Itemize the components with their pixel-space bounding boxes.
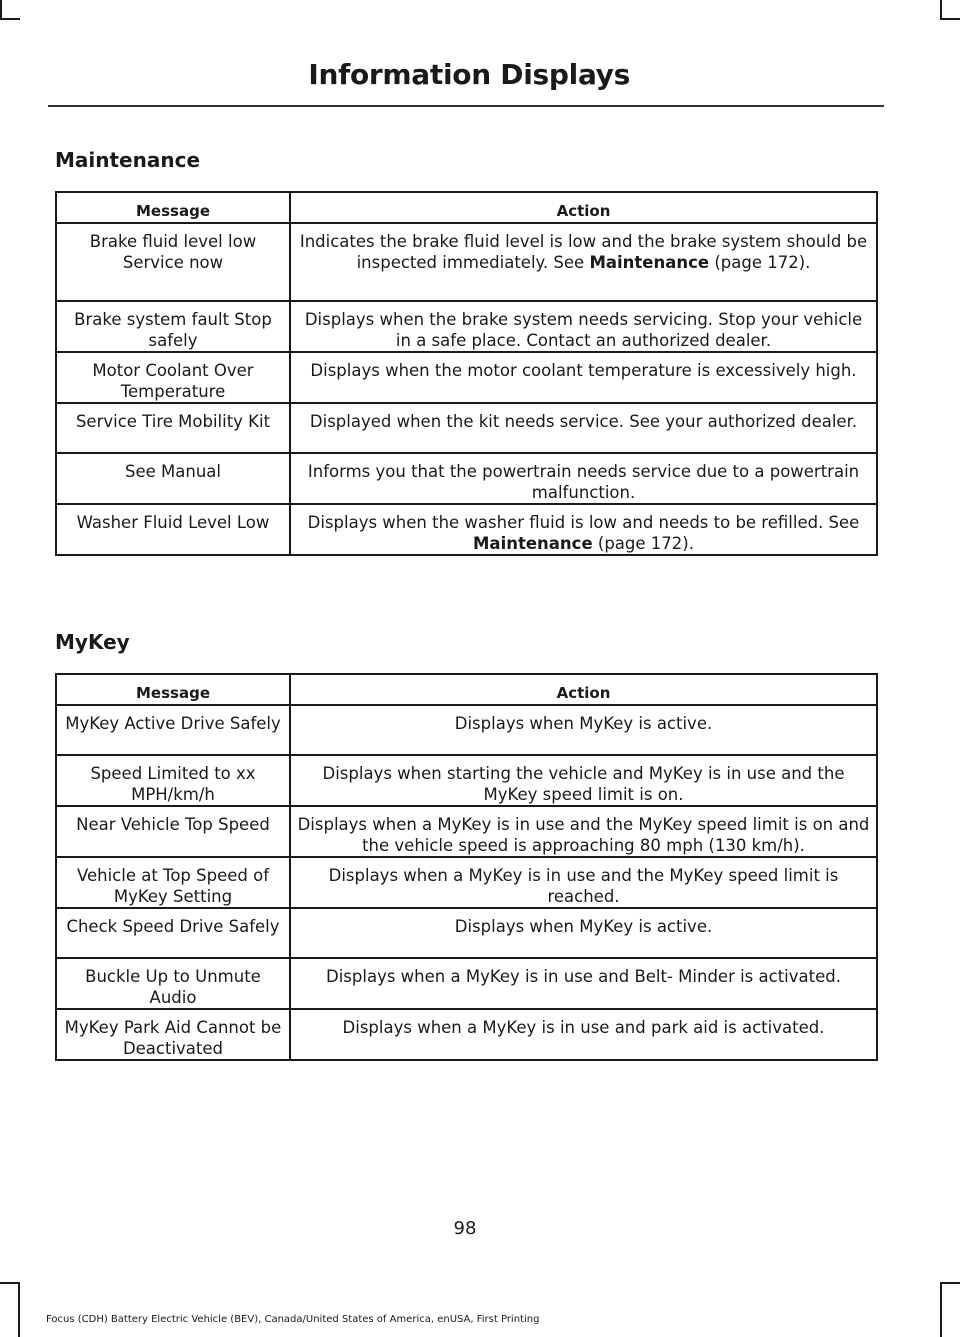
table-row — [56, 755, 877, 806]
action-text: Displays when the washer fluid is low and needs to be refilled. See — [307, 513, 860, 532]
action-text: Informs you that the powertrain needs service due to a powertrain malfunction. — [307, 462, 860, 502]
message-cell: MyKey Active Drive Safely — [56, 705, 290, 755]
crop-mark — [0, 18, 20, 20]
message-cell: MyKey Park Aid Cannot be Deactivated — [56, 1009, 290, 1060]
column-header-action: Action — [290, 192, 877, 223]
crop-mark — [940, 0, 942, 18]
message-cell: Check Speed Drive Safely — [56, 908, 290, 958]
message-cell: Brake system fault Stop safely — [56, 301, 290, 352]
message-cell: Buckle Up to Unmute Audio — [56, 958, 290, 1009]
action-text: Displays when a MyKey is in use and the MyKey speed limit is reached. — [328, 866, 839, 906]
table-row — [56, 908, 877, 958]
table-row — [56, 504, 877, 555]
page-reference: (page 172). — [592, 534, 694, 553]
table-row — [56, 857, 877, 908]
action-cell — [290, 705, 877, 755]
action-cell — [290, 908, 877, 958]
column-header-action: Action — [290, 674, 877, 705]
action-cell — [290, 1009, 877, 1060]
action-cell — [290, 223, 877, 301]
table-row — [56, 352, 877, 403]
action-cell — [290, 352, 877, 403]
header-rule — [48, 105, 884, 107]
column-header-message: Message — [56, 192, 290, 223]
action-cell — [290, 806, 877, 857]
action-cell — [290, 504, 877, 555]
action-cell — [290, 301, 877, 352]
table-row — [56, 806, 877, 857]
message-cell: Brake fluid level low Service now — [56, 223, 290, 301]
crop-mark — [940, 18, 960, 20]
table-row — [56, 1009, 877, 1060]
maintenance-table — [55, 191, 878, 556]
message-cell: Speed Limited to xx MPH/km/h — [56, 755, 290, 806]
action-text: Displays when the motor coolant temperature is excessively high. — [310, 361, 857, 380]
column-header-message: Message — [56, 674, 290, 705]
table-row — [56, 705, 877, 755]
page-number: 98 — [453, 1218, 477, 1239]
action-text: Displays when the brake system needs servicing. Stop your vehicle in a safe place. Contact an authorized dealer. — [304, 310, 863, 350]
action-text: Displayed when the kit needs service. See your authorized dealer. — [309, 412, 858, 431]
action-cell — [290, 958, 877, 1009]
crop-mark — [18, 1284, 20, 1337]
table-row — [56, 453, 877, 504]
action-text: Displays when MyKey is active. — [454, 714, 713, 733]
message-cell: See Manual — [56, 453, 290, 504]
section-title-mykey: MyKey — [55, 630, 130, 654]
page-reference: (page 172). — [709, 253, 811, 272]
maintenance-reference: Maintenance — [473, 534, 593, 553]
message-cell: Vehicle at Top Speed of MyKey Setting — [56, 857, 290, 908]
action-cell — [290, 857, 877, 908]
action-cell — [290, 453, 877, 504]
message-cell: Near Vehicle Top Speed — [56, 806, 290, 857]
crop-mark — [940, 1282, 960, 1284]
page-title: Information Displays — [308, 58, 630, 91]
message-cell: Service Tire Mobility Kit — [56, 403, 290, 453]
message-cell: Washer Fluid Level Low — [56, 504, 290, 555]
crop-mark — [940, 1284, 942, 1337]
action-text: Displays when a MyKey is in use and the MyKey speed limit is on and the vehicle speed is approaching 80 mph (130 km/h). — [297, 815, 870, 855]
action-cell — [290, 755, 877, 806]
footer-text: Focus (CDH) Battery Electric Vehicle (BEV), Canada/United States of America, enUSA, First Printing — [46, 1314, 540, 1325]
table-row — [56, 403, 877, 453]
action-text: Displays when MyKey is active. — [454, 917, 713, 936]
maintenance-reference: Maintenance — [589, 253, 710, 272]
action-text: Displays when a MyKey is in use and Belt- Minder is activated. — [326, 967, 841, 986]
table-row — [56, 301, 877, 352]
action-cell — [290, 403, 877, 453]
section-title-maintenance: Maintenance — [55, 148, 201, 172]
message-cell: Motor Coolant Over Temperature — [56, 352, 290, 403]
action-text: Displays when starting the vehicle and MyKey is in use and the MyKey speed limit is on. — [322, 764, 845, 804]
mykey-table — [55, 673, 878, 1061]
table-row — [56, 223, 877, 301]
action-text: Indicates the brake fluid level is low and the brake system should be inspected immediately. See — [299, 232, 868, 272]
crop-mark — [0, 0, 2, 18]
table-row — [56, 958, 877, 1009]
crop-mark — [0, 1282, 20, 1284]
action-text: Displays when a MyKey is in use and park aid is activated. — [342, 1018, 825, 1037]
